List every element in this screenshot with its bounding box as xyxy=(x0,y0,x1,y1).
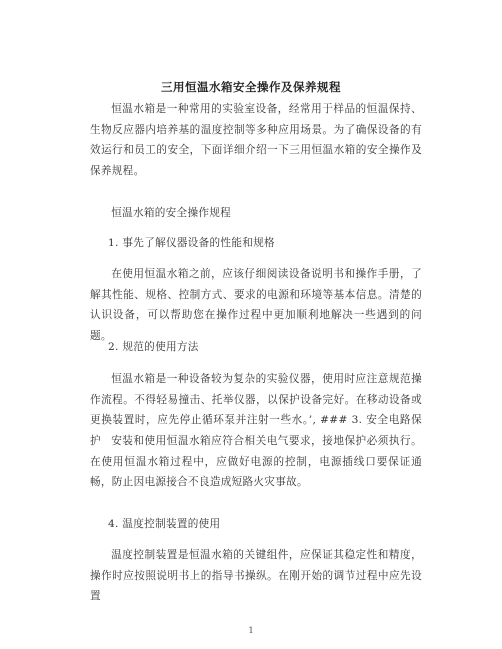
document-title: 三用恒温水箱安全操作及保养规程 xyxy=(161,80,341,94)
paragraph-4: 温度控制装置是恒温水箱的关键组件，应保证其稳定性和精度，操作时应按照说明书上的指导书操纵。在刚开始的调节过程中应先设置 xyxy=(90,549,422,602)
paragraph-2: 恒温水箱是一种设备较为复杂的实验仪器，使用时应注意规范操作流程。不得轻易撞击、托举仪器，以保护设备完好。在移动设备或更换装置时，应先停止循环泵并注射一些水。’, ### 3. 安全电路保护 xyxy=(90,373,422,447)
paragraph-3: 安装和使用恒温水箱应符合相关电气要求，接地保护必须执行。在使用恒温水箱过程中，应做好电源的控制，电源插线口要保证通畅，防止因电源接合不良造成短路火灾事故。 xyxy=(90,435,422,488)
paragraph-1: 在使用恒温水箱之前，应该仔细阅读设备说明书和操作手册，了解其性能、规格、控制方式、要求的电源和环境等基本信息。清楚的认识设备，可以帮助您在操作过程中更加顺利地解决一些遇到的问题。 xyxy=(90,268,422,342)
page-number: 1 xyxy=(248,626,254,635)
heading-4: 4. 温度控制装置的使用 xyxy=(108,518,221,530)
heading-2: 2. 规范的使用方法 xyxy=(108,341,199,353)
section-title: 恒温水箱的安全操作规程 xyxy=(111,207,232,219)
heading-1: 1. 事先了解仪器设备的性能和规格 xyxy=(108,237,275,249)
intro-paragraph: 恒温水箱是一种常用的实验室设备，经常用于样品的恒温保持、生物反应器内培养基的温度控制等多种应用场景。为了确保设备的有效运行和员工的安全，下面详细介绍一下三用恒温水箱的安全操作及保养规程。 xyxy=(90,103,422,177)
